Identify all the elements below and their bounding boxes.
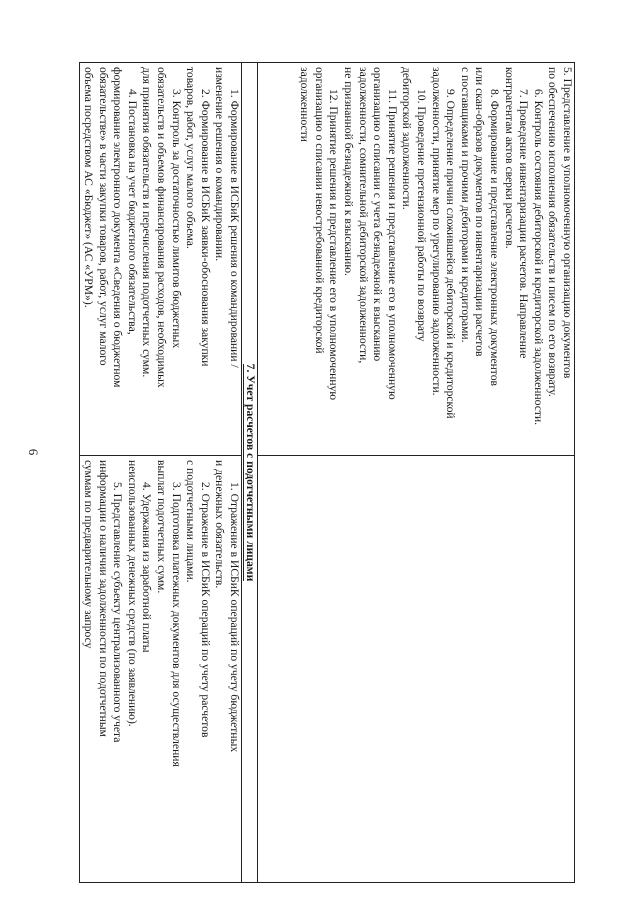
text-line: 2. Формирование в ИСБиК заявки-обоснования закупки <box>198 89 212 367</box>
table-row <box>258 63 575 883</box>
text-line: обязательств и объемов финансирования расходов, необходимых <box>155 67 169 388</box>
text-line: 5. Представление в уполномоченную организацию документов <box>561 67 574 379</box>
text-line: 7. Проведение инвентаризации расчетов. Направление <box>517 89 531 359</box>
page-number: 6 <box>26 448 41 456</box>
top-left-lines <box>297 67 574 451</box>
text-line: выплат подотчетных сумм. <box>155 460 169 594</box>
text-line: суммам по предварительному запросу <box>82 460 96 649</box>
text-line: товаров, работ, услуг малого объема. <box>184 67 198 249</box>
section-header-row <box>242 63 258 883</box>
text-line: по обеспечению исполнения обязательств и писем по его возврату. <box>546 67 560 397</box>
text-line: с поставщиками и прочими дебиторами и кредиторами. <box>458 67 472 343</box>
text-line: 3. Подготовка платежных документов для осуществления <box>169 482 183 767</box>
text-line: с подотчетными лицами. <box>184 460 198 583</box>
text-line: задолженности <box>298 67 312 142</box>
text-line: 9. Определение причин сложившейся дебиторской и кредиторской <box>444 89 458 419</box>
text-line: 11. Принятие решения и представление его в уполномоченную <box>385 89 399 400</box>
text-line: 1. Формирование в ИСБиК решения о командировании / <box>228 89 241 368</box>
text-line: 10. Проведение претензионной работы по возврату <box>415 89 429 342</box>
bottom-right-lines <box>80 460 241 878</box>
text-line: объема посредством АС «Бюджет» (АС «УРМ»). <box>82 67 96 308</box>
text-line: неиспользованных денежных средств (по заявлению). <box>125 460 139 727</box>
text-line: изменение решения о командировании. <box>213 67 227 262</box>
bottom-left-cell <box>80 63 242 456</box>
section-header-cell <box>242 63 258 883</box>
text-line: 1. Отражение в ИСБиК операций по учету бюджетных <box>228 482 241 753</box>
text-line: или скан-образов документов по инвентаризации расчетов <box>473 67 487 357</box>
bottom-right-cell <box>80 456 242 883</box>
document-sheet <box>82 62 575 864</box>
text-line: обязательстве» в части закупки товаров, работ, услуг малого <box>96 67 110 366</box>
text-line: 12. Принятие решения и представление его в уполномоченную <box>327 89 341 401</box>
text-line: 8. Формирование и представление электронных документов <box>488 89 502 386</box>
text-line: 3. Контроль за достаточностью лимитов бюджетных <box>169 89 183 349</box>
text-line: задолженности, принятие мер по урегулированию задолженности. <box>429 67 443 396</box>
text-line: 2. Отражение в ИСБиК операций по учету расчетов <box>198 482 212 738</box>
text-line: 5. Представление субъекту централизованного учета <box>111 482 125 743</box>
text-line: дебиторской задолженности. <box>400 67 414 210</box>
text-line: задолженности, сомнительной дебиторской задолженности, <box>356 67 370 364</box>
text-line: 4. Удержания из заработной платы <box>140 482 154 653</box>
text-line: для принятия обязательств и перечисления подотчетных сумм. <box>140 67 154 378</box>
text-line: контрагентам актов сверки расчетов. <box>502 67 516 249</box>
text-line: организацию о списании невостребованной кредиторской <box>312 67 326 354</box>
text-line: 6. Контроль состояния дебиторской и кредиторской задолженности. <box>531 89 545 426</box>
text-line: не признанной безнадежной к взысканию. <box>342 67 356 276</box>
text-line: и денежных обязательств. <box>213 460 227 589</box>
section-title: 7. Учет расчетов с подотчетными лицами <box>244 363 257 582</box>
text-line: 4. Постановка на учет бюджетного обязательства, <box>125 89 139 335</box>
text-line: организацию о списании с учета безнадежной к взысканию <box>371 67 385 362</box>
bottom-left-lines <box>80 67 241 451</box>
table-row <box>80 63 242 883</box>
top-left-cell <box>258 63 575 456</box>
text-line: информации о наличии задолженности по подотчетным <box>96 460 110 737</box>
top-right-cell <box>258 456 575 883</box>
functions-table <box>79 62 575 883</box>
text-line: формирование электронного документа «Сведения о бюджетном <box>111 67 125 388</box>
